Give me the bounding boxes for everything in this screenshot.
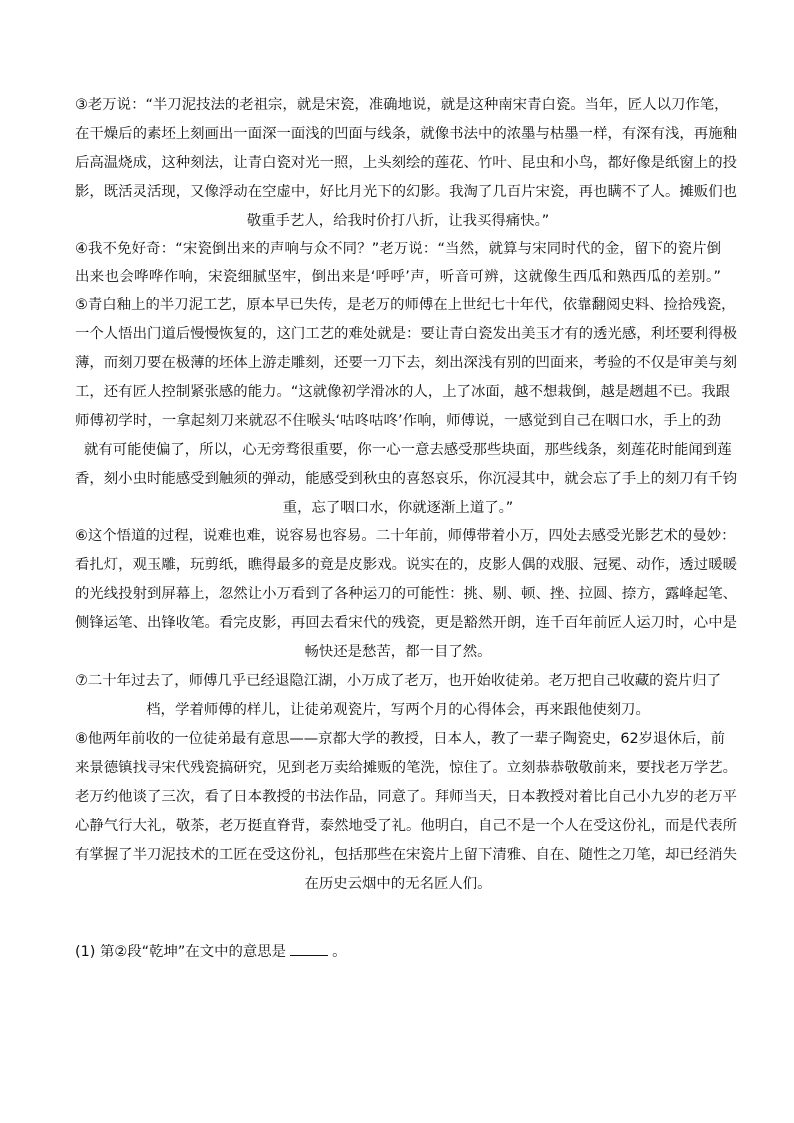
paragraph-8-line-1: ⑧他两年前收的一位徒弟最有意思——京都大学的教授，日本人，教了一辈子陶瓷史，62岁退休后，前 (75, 731, 726, 747)
question-1-prefix: (1) 第②段“乾坤”在文中的意思是 (75, 944, 287, 960)
paragraph-6-line-3: 的光线投射到屏幕上，忽然让小万看到了各种运刀的可能性：挑、剔、顿、挫、拉圆、捺方，露峰起笔、 (75, 586, 737, 602)
paragraph-5-line-1: ⑤青白釉上的半刀泥工艺，原本早已失传，是老万的师傅在上世纪七十年代，依靠翻阅史料、捡拾残瓷， (75, 297, 736, 313)
paragraph-6-line-4: 侧锋运笔、出锋收笔。看完皮影，再回去看宋代的残瓷，更是豁然开朗，连千百年前匠人运刀时，心中是 (75, 615, 737, 631)
paragraph-8-line-5: 有掌握了半刀泥技术的工匠在受这份礼，包括那些在宋瓷片上留下清雅、自在、随性之刀笔，却已经消失 (75, 847, 737, 863)
paragraph-8-line-2: 来景德镇找寻宋代残瓷搞研究，见到老万卖给摊贩的笔洗，惊住了。立刻恭恭敬敬前来，要找老万学艺。 (75, 760, 737, 776)
paragraph-6-line-1: ⑥这个悟道的过程，说难也难，说容易也容易。二十年前，师傅带着小万，四处去感受光影艺术的曼妙： (75, 528, 736, 544)
paragraph-5-line-3: 薄，而刻刀要在极薄的坯体上游走雕刻，还要一刀下去，刻出深浅有别的凹面来，考验的不仅是审美与刻 (75, 355, 737, 371)
paragraph-5-line-7: 香，刻小虫时能感受到触须的弹动，能感受到秋虫的喜怒哀乐，你沉浸其中，就会忘了手上的刻刀有千钧 (75, 471, 737, 487)
paragraph-4-line-1: ④我不免好奇：“宋瓷倒出来的声响与众不同？”老万说：“当然，就算与宋同时代的金，留下的瓷片倒 (75, 241, 721, 257)
paragraph-5-line-8: 重，忘了咽口水，你就逐渐上道了。” (282, 500, 514, 516)
paragraph-3-line-2: 在干燥后的素坯上刻画出一面深一面浅的凹面与线条，就像书法中的浓墨与枯墨一样，有深有浅，再施釉 (75, 126, 737, 142)
paragraph-8-line-4: 心静气行大礼，敬茶，老万挺直脊背，泰然地受了礼。他明白，自己不是一个人在受这份礼，而是代表所 (75, 818, 737, 834)
paragraph-7-line-2: 档，学着师傅的样儿，让徒弟观瓷片，写两个月的心得体会，再来跟他使刻刀。 (146, 702, 650, 718)
paragraph-6-line-2: 看扎灯，观玉雕，玩剪纸，瞧得最多的竟是皮影戏。说实在的，皮影人偶的戏服、冠冕、动作，透过暖暖 (75, 557, 737, 573)
paragraph-3-line-3: 后高温烧成，这种刻法，让青白瓷对光一照，上头刻绘的莲花、竹叶、昆虫和小鸟，都好像是纸窗上的投 (75, 155, 737, 171)
paragraph-4-line-2: 出来也会哗哗作响，宋瓷细腻坚牢，倒出来是‘呼呼’声，听音可辨，这就像生西瓜和熟西瓜的差别。” (75, 269, 721, 285)
answer-blank[interactable] (290, 941, 328, 956)
paragraph-3-line-1: ③老万说：“半刀泥技法的老祖宗，就是宋瓷，准确地说，就是这种南宋青白瓷。当年，匠人以刀作笔， (75, 97, 729, 113)
paragraph-3-line-4: 影，既活灵活现，又像浮动在空虚中，好比月光下的幻影。我淘了几百片宋瓷，再也瞒不了人。摊贩们也 (75, 184, 737, 200)
question-1 (75, 941, 721, 961)
paragraph-6-line-5: 畅快还是愁苦，都一目了然。 (304, 644, 492, 660)
paragraph-5-line-6: 就有可能使偏了，所以，心无旁骛很重要，你一心一意去感受那些块面，那些线条，刻莲花时能闻到莲 (84, 442, 732, 458)
paragraph-8-line-6: 在历史云烟中的无名匠人们。 (304, 876, 492, 892)
paragraph-8-line-3: 老万约他谈了三次，看了日本教授的书法作品，同意了。拜师当天，日本教授对着比自己小九岁的老万平 (75, 789, 737, 805)
paragraph-5-line-4: 工，还有匠人控制紧张感的能力。“这就像初学滑冰的人，上了冰面，越不想栽倒，越是趔趄不已。我跟 (75, 384, 731, 400)
question-1-suffix: 。 (332, 944, 347, 960)
paragraph-5-line-2: 一个人悟出门道后慢慢恢复的，这门工艺的难处就是：要让青白瓷发出美玉才有的透光感，利坯要利得极 (75, 326, 737, 342)
paragraph-3-line-5: 敬重手艺人，给我时价打八折，让我买得痛快。” (246, 213, 550, 229)
paragraph-5-line-5: 师傅初学时，一拿起刻刀来就忍不住喉头‘咕咚咕咚’作响，师傅说，一感觉到自己在咽口水，手上的劲 (75, 413, 721, 429)
paragraph-7-line-1: ⑦二十年过去了，师傅几乎已经退隐江湖，小万成了老万，也开始收徒弟。老万把自己收藏的瓷片归了 (75, 673, 722, 689)
